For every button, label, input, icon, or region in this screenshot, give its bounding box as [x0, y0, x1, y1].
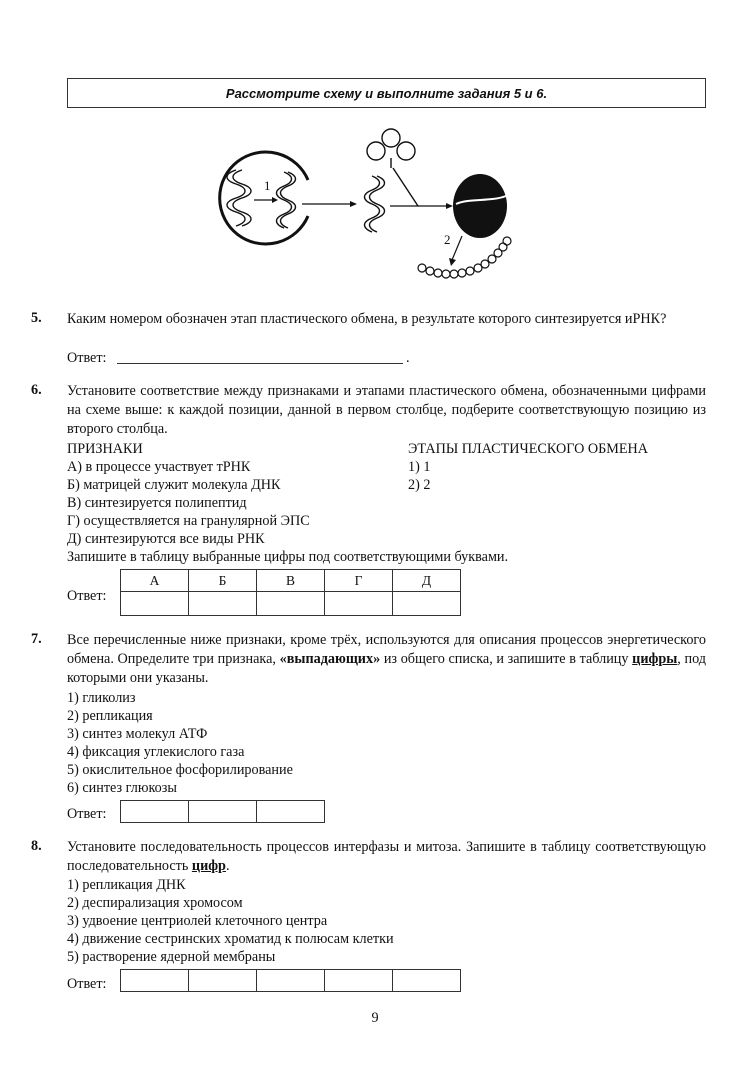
q6-answer-cell-c[interactable] — [257, 592, 325, 616]
q8-text-before: Установите последовательность процессов интерфазы и митоза. Запишите в таблицу соответствующую последовательность — [67, 839, 706, 874]
q8-answer-label: Ответ: — [67, 976, 107, 992]
q5-answer-field[interactable] — [117, 363, 403, 364]
q8-text — [67, 838, 706, 876]
q7-item-1: 1) гликолиз — [67, 690, 136, 706]
stage-label-2: 2 — [444, 232, 451, 247]
q7-text — [67, 631, 706, 688]
q6-header-b: Б — [189, 570, 257, 592]
q7-answer-cell-2[interactable] — [189, 801, 257, 823]
q6-header-e: Д — [393, 570, 461, 592]
ribosome — [453, 174, 507, 238]
q7-text-bold2: цифры — [632, 651, 678, 667]
q6-stage-2: 2) 2 — [408, 477, 431, 493]
trna-clover — [367, 129, 415, 168]
q6-answer-table — [120, 569, 461, 616]
q8-answer-cell-3[interactable] — [257, 970, 325, 992]
q8-item-2: 2) деспирализация хромосом — [67, 895, 243, 911]
q8-item-1: 1) репликация ДНК — [67, 877, 186, 893]
polypeptide-chain — [418, 237, 511, 278]
nucleus-membrane — [220, 152, 308, 244]
q7-text-bold: «выпадающих» — [279, 651, 381, 667]
q6-instruction: Запишите в таблицу выбранные цифры под соответствующими буквами. — [67, 549, 509, 565]
q6-feature-c: В) синтезируется полипептид — [67, 495, 247, 511]
q6-number: 6. — [31, 382, 42, 398]
q6-header-a: А — [121, 570, 189, 592]
q8-item-5: 5) растворение ядерной мембраны — [67, 949, 276, 965]
q8-answer-cell-5[interactable] — [393, 970, 461, 992]
q6-answer-cell-a[interactable] — [121, 592, 189, 616]
q6-header-c: В — [257, 570, 325, 592]
q8-text-bold: цифр — [191, 858, 226, 874]
q7-text-after: , под которыми они указаны. — [67, 651, 706, 686]
q6-answer-cell-b[interactable] — [189, 592, 257, 616]
q6-stage-1: 1) 1 — [408, 459, 431, 475]
q6-feature-d: Г) осуществляется на гранулярной ЭПС — [67, 513, 310, 529]
q6-header-d: Г — [325, 570, 393, 592]
q7-number: 7. — [31, 631, 42, 647]
q8-text-after: . — [225, 858, 230, 874]
q6-answer-cell-d[interactable] — [325, 592, 393, 616]
q6-answer-cell-e[interactable] — [393, 592, 461, 616]
instruction-banner — [67, 78, 706, 108]
q7-item-5: 5) окислительное фосфорилирование — [67, 762, 293, 778]
q7-answer-cell-1[interactable] — [121, 801, 189, 823]
q8-answer-table — [120, 969, 461, 992]
q8-item-3: 3) удвоение центриолей клеточного центра — [67, 913, 328, 929]
q6-feature-a: А) в процессе участвует тРНК — [67, 459, 251, 475]
q8-answer-cell-2[interactable] — [189, 970, 257, 992]
q6-feature-b: Б) матрицей служит молекула ДНК — [67, 477, 281, 493]
q7-answer-label: Ответ: — [67, 806, 107, 822]
stage-label-1: 1 — [264, 178, 271, 193]
q7-answer-table — [120, 800, 325, 823]
q7-text-mid: из общего списка, и запишите в таблицу — [380, 651, 633, 667]
q6-col2-header: ЭТАПЫ ПЛАСТИЧЕСКОГО ОБМЕНА — [408, 441, 649, 457]
q7-item-4: 4) фиксация углекислого газа — [67, 744, 245, 760]
q7-answer-cell-3[interactable] — [257, 801, 325, 823]
q6-feature-e: Д) синтезируются все виды РНК — [67, 531, 265, 547]
protein-synthesis-diagram — [200, 118, 540, 300]
banner-text: Рассмотрите схему и выполните задания 5 и 6. — [225, 85, 548, 101]
q8-number: 8. — [31, 838, 42, 854]
q6-col1-header: ПРИЗНАКИ — [67, 441, 143, 457]
q7-item-2: 2) репликация — [67, 708, 153, 724]
q5-answer-label: Ответ: — [67, 350, 107, 366]
q5-text: Каким номером обозначен этап пластического обмена, в результате которого синтезируется иРНК? — [67, 311, 667, 327]
page-number: 9 — [371, 1010, 379, 1026]
q5-number: 5. — [31, 310, 42, 326]
q6-answer-label: Ответ: — [67, 588, 107, 604]
q5-answer-end: . — [406, 350, 410, 366]
q7-item-3: 3) синтез молекул АТФ — [67, 726, 208, 742]
q7-text-before: Все перечисленные ниже признаки, кроме трёх, используются для описания процессов энергетического обмена. Определите три признака, — [67, 632, 706, 667]
q8-item-4: 4) движение сестринских хроматид к полюсам клетки — [67, 931, 394, 947]
q7-item-6: 6) синтез глюкозы — [67, 780, 177, 796]
q8-answer-cell-1[interactable] — [121, 970, 189, 992]
q6-text: Установите соответствие между признаками и этапами пластического обмена, обозначенными цифрами на схеме выше: к каждой позиции, данной в первом столбце, подберите соответствующую позицию из второго столбца. — [67, 383, 706, 437]
q8-answer-cell-4[interactable] — [325, 970, 393, 992]
